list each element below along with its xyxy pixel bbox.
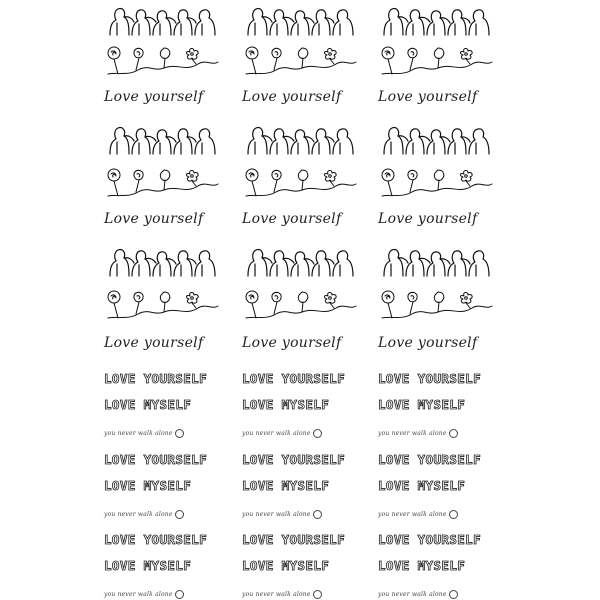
flowers-line-art-icon [378,166,496,200]
rose-icon [313,590,322,599]
rose-icon [313,429,322,438]
you-never-walk-alone-line [242,429,364,438]
love-myself-block-text: LOVE MYSELF [378,478,466,493]
love-yourself-script-text: Love yourself [242,211,342,227]
love-yourself-script-text: Love yourself [104,211,204,227]
love-yourself-block-text: LOVE YOURSELF [378,532,482,547]
people-line-art-icon [104,121,222,155]
you-never-walk-alone-line [104,590,226,599]
love-yourself-block-text: LOVE YOURSELF [242,532,346,547]
rose-icon [313,510,322,519]
you-never-walk-alone-line [378,590,500,599]
love-yourself-block-text: LOVE YOURSELF [378,371,482,386]
flowers-line-art-icon [242,44,360,78]
people-line-art-icon [104,2,222,36]
flowers-line-art-icon [104,44,222,78]
flowers-line-art-icon [378,44,496,78]
love-myself-block-text: LOVE MYSELF [242,397,330,412]
love-yourself-script-text: Love yourself [378,211,478,227]
you-never-walk-alone-text: you never walk alone [378,430,447,437]
rose-icon [175,510,184,519]
rose-icon [175,590,184,599]
love-yourself-block-text: LOVE YOURSELF [104,452,208,467]
love-myself-block-text: LOVE MYSELF [242,558,330,573]
love-myself-block-text: LOVE MYSELF [378,397,466,412]
flowers-line-art-icon [104,166,222,200]
people-line-art-icon [378,121,496,155]
people-line-art-icon [242,243,360,277]
love-yourself-block-text: LOVE YOURSELF [378,452,482,467]
love-yourself-script-text: Love yourself [104,89,204,105]
love-myself-block-text: LOVE MYSELF [104,478,192,493]
rose-icon [449,429,458,438]
you-never-walk-alone-text: you never walk alone [242,430,311,437]
rose-icon [449,510,458,519]
people-line-art-icon [378,2,496,36]
you-never-walk-alone-text: you never walk alone [378,591,447,598]
love-yourself-script-text: Love yourself [378,335,478,351]
flowers-line-art-icon [378,288,496,322]
flowers-line-art-icon [242,166,360,200]
love-myself-block-text: LOVE MYSELF [378,558,466,573]
rose-icon [449,590,458,599]
you-never-walk-alone-line [242,590,364,599]
you-never-walk-alone-text: you never walk alone [104,511,173,518]
love-yourself-script-text: Love yourself [242,335,342,351]
you-never-walk-alone-text: you never walk alone [378,511,447,518]
you-never-walk-alone-text: you never walk alone [242,591,311,598]
love-myself-block-text: LOVE MYSELF [104,397,192,412]
love-yourself-block-text: LOVE YOURSELF [242,371,346,386]
people-line-art-icon [242,2,360,36]
rose-icon [175,429,184,438]
love-myself-block-text: LOVE MYSELF [104,558,192,573]
flowers-line-art-icon [242,288,360,322]
you-never-walk-alone-text: you never walk alone [104,430,173,437]
you-never-walk-alone-line [378,510,500,519]
people-line-art-icon [242,121,360,155]
you-never-walk-alone-line [104,510,226,519]
love-yourself-script-text: Love yourself [378,89,478,105]
you-never-walk-alone-text: you never walk alone [242,511,311,518]
love-myself-block-text: LOVE MYSELF [242,478,330,493]
you-never-walk-alone-text: you never walk alone [104,591,173,598]
love-yourself-block-text: LOVE YOURSELF [104,371,208,386]
love-yourself-block-text: LOVE YOURSELF [242,452,346,467]
love-yourself-block-text: LOVE YOURSELF [104,532,208,547]
you-never-walk-alone-line [104,429,226,438]
people-line-art-icon [378,243,496,277]
you-never-walk-alone-line [242,510,364,519]
love-yourself-script-text: Love yourself [104,335,204,351]
love-yourself-script-text: Love yourself [242,89,342,105]
you-never-walk-alone-line [378,429,500,438]
people-line-art-icon [104,243,222,277]
flowers-line-art-icon [104,288,222,322]
